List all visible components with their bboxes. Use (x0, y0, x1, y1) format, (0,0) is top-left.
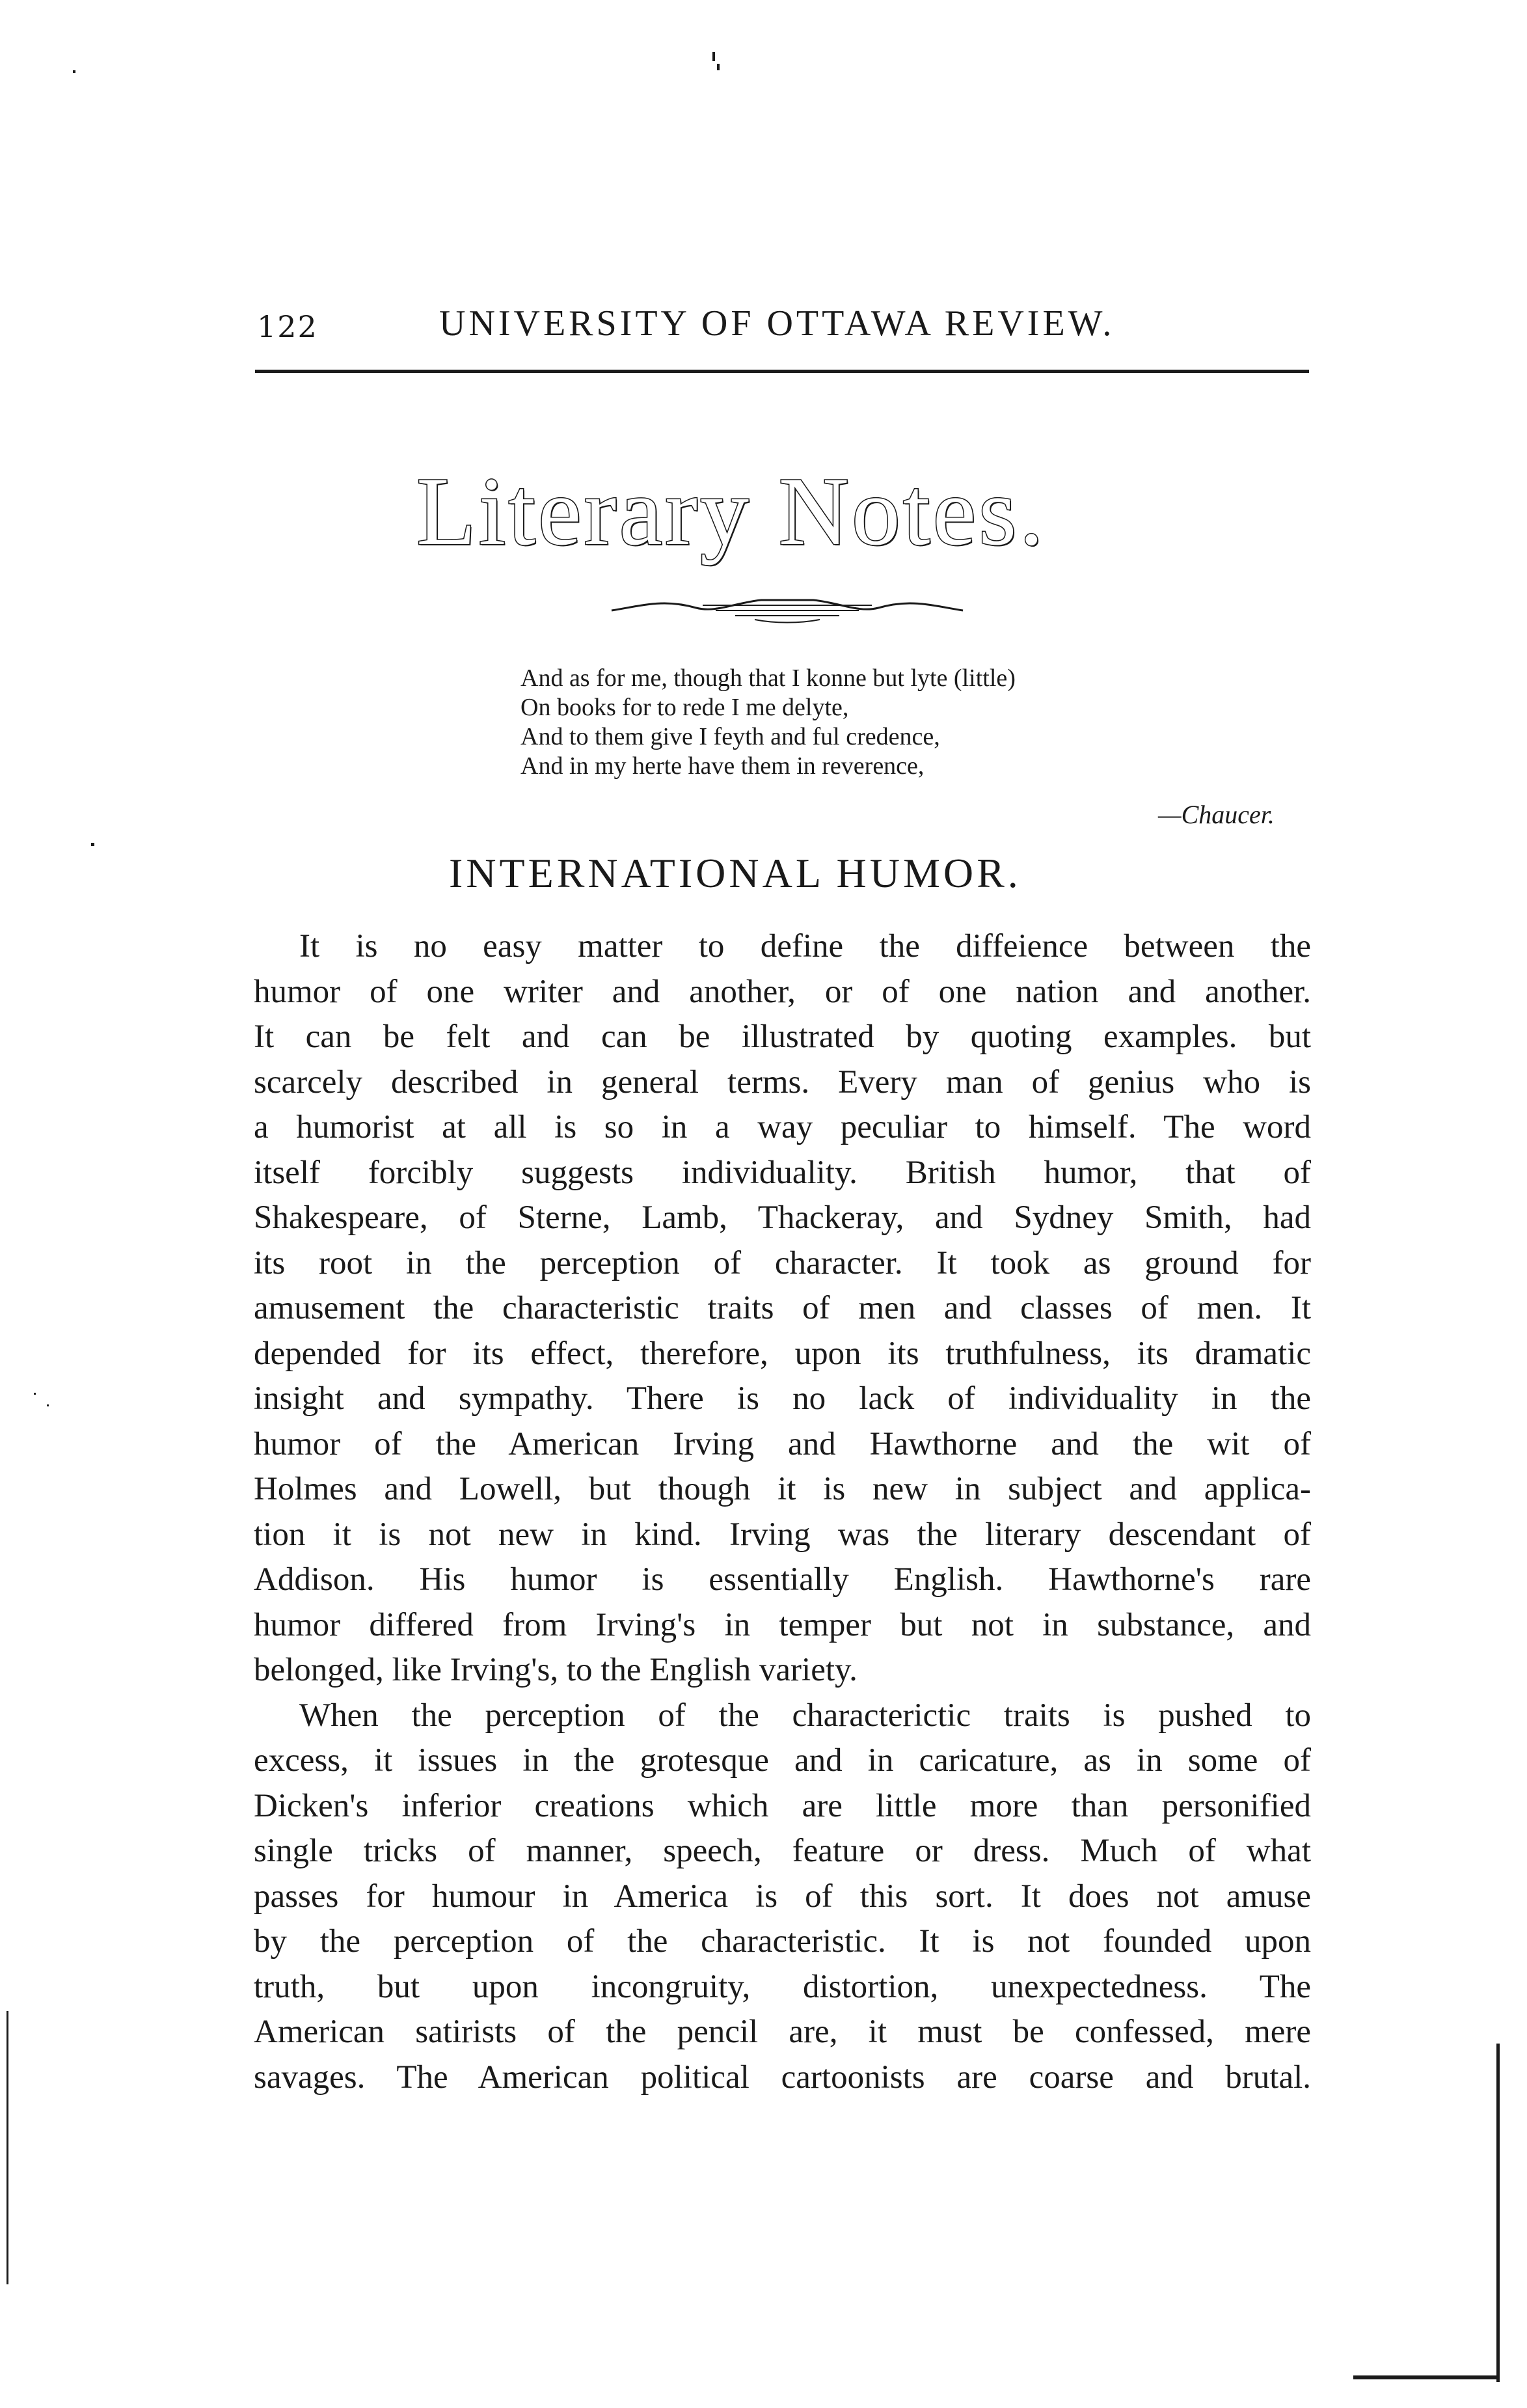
body-line: It is no easy matter to define the diffeience between the (299, 928, 1311, 965)
article-body (254, 924, 1311, 2100)
body-line: passes for humour in America is of this sort. It does not amuse (254, 1878, 1311, 1915)
body-line: its root in the perception of character. It took as ground for (254, 1244, 1311, 1281)
epigraph-line: And in my herte have them in reverence, (520, 752, 925, 780)
body-line: humor differed from Irving's in temper but not in substance, and (254, 1606, 1311, 1643)
epigraph-verse (520, 664, 1301, 781)
body-line: It can be felt and can be illustrated by quoting examples. but (254, 1019, 1311, 1055)
body-line: American satirists of the pencil are, it must be confessed, mere (254, 2014, 1311, 2050)
epigraph-line: On books for to rede I me delyte, (520, 694, 849, 721)
scan-speck (47, 1404, 49, 1406)
body-line: Dicken's inferior creations which are little more than personified (254, 1787, 1311, 1824)
scan-edge-bottom (1353, 2375, 1500, 2379)
body-line: depended for its effect, therefore, upon its truthfulness, its dramatic (254, 1335, 1311, 1372)
body-line: belonged, like Irving's, to the English variety. (254, 1652, 858, 1688)
scan-speck (717, 64, 720, 70)
running-header (257, 296, 1308, 355)
epigraph-line: And to them give I feyth and ful credence, (520, 723, 940, 750)
epigraph-attribution: —Chaucer. (1158, 800, 1275, 829)
scan-speck (91, 843, 94, 846)
scan-speck (712, 52, 715, 61)
body-line: truth, but upon incongruity, distortion, unexpectedness. The (254, 1968, 1311, 2005)
body-line: savages. The American political cartoonists are coarse and brutal. (254, 2059, 1311, 2096)
scan-edge-left (7, 2011, 8, 2284)
decorative-swash-ornament (605, 586, 969, 631)
section-title: Literary Notes. (416, 458, 1046, 566)
body-line: amusement the characteristic traits of men and classes of men. It (254, 1290, 1311, 1326)
body-line: excess, it issues in the grotesque and in caricature, as in some of (254, 1742, 1311, 1779)
body-line: a humorist at all is so in a way peculiar to himself. The word (254, 1109, 1311, 1145)
scan-speck (34, 1393, 36, 1395)
body-line: scarcely described in general terms. Every man of genius who is (254, 1063, 1311, 1101)
body-line: itself forcibly suggests individuality. British humor, that of (254, 1154, 1311, 1191)
body-line: humor of the American Irving and Hawthorne and the wit of (254, 1425, 1311, 1462)
epigraph-line: And as for me, though that I konne but lyte (little) (520, 664, 1016, 692)
body-line: When the perception of the characterictic traits is pushed to (299, 1697, 1311, 1734)
header-rule (255, 370, 1309, 373)
body-line: Holmes and Lowell, but though it is new in subject and applica- (254, 1471, 1311, 1507)
body-line: Shakespeare, of Sterne, Lamb, Thackeray, and Sydney Smith, had (254, 1199, 1311, 1236)
body-line: humor of one writer and another, or of one nation and another. (254, 973, 1311, 1010)
body-line: by the perception of the characteristic. It is not founded upon (254, 1923, 1311, 1960)
scan-edge-right (1496, 2044, 1500, 2382)
article-heading: INTERNATIONAL HUMOR. (449, 850, 1021, 896)
body-line: Addison. His humor is essentially English. Hawthorne's rare (254, 1561, 1311, 1598)
scan-speck (73, 70, 75, 73)
page-number: 122 (257, 309, 318, 344)
body-line: tion it is not new in kind. Irving was the literary descendant of (254, 1516, 1311, 1553)
body-line: single tricks of manner, speech, feature or dress. Much of what (254, 1833, 1311, 1869)
body-line: insight and sympathy. There is no lack of individuality in the (254, 1380, 1311, 1417)
running-title: UNIVERSITY OF OTTAWA REVIEW. (439, 303, 1115, 344)
